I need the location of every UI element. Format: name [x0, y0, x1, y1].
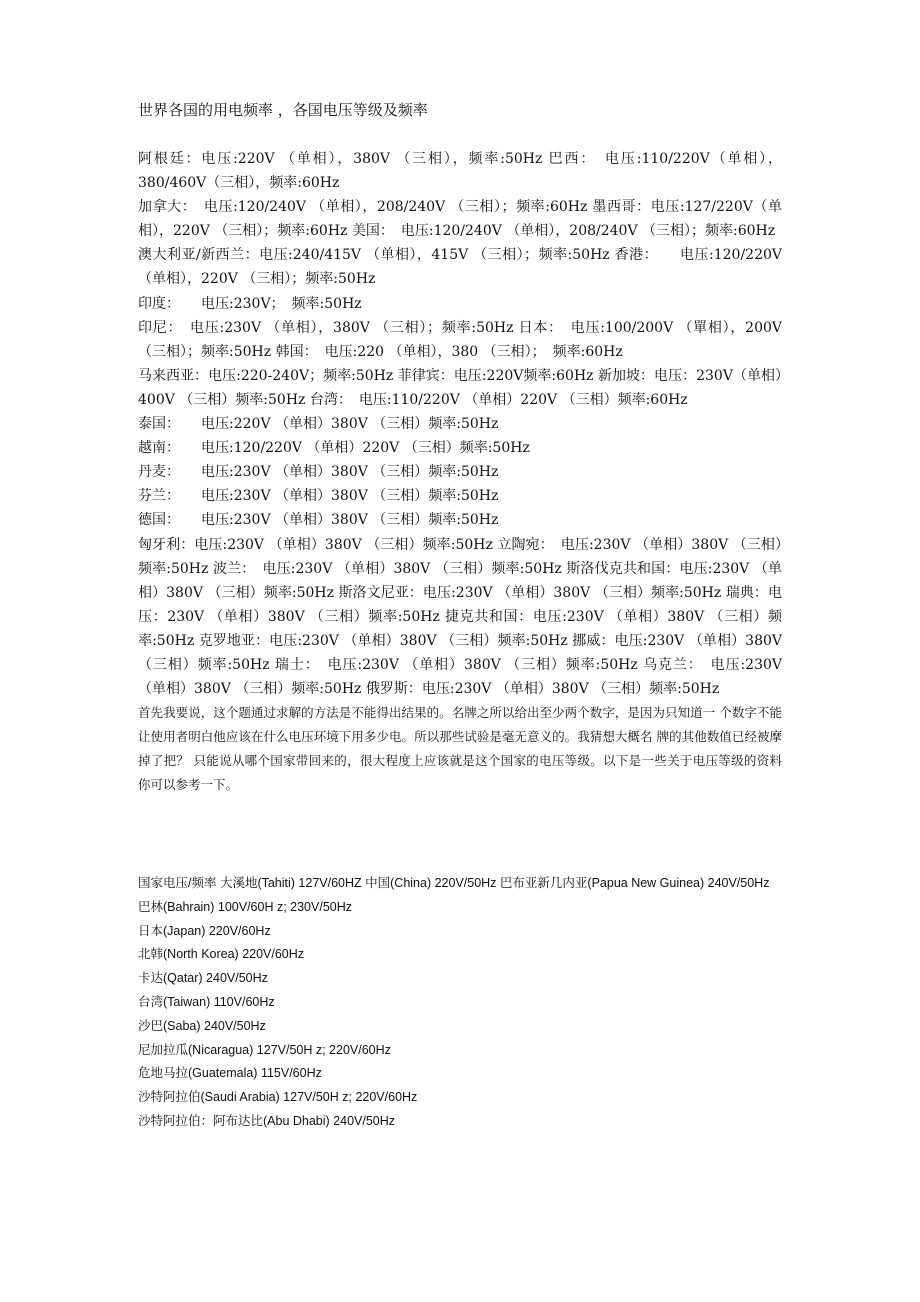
list-item: 尼加拉瓜(Nicaragua) 127V/50H z; 220V/60Hz [138, 1042, 391, 1057]
list-item: 卡达(Qatar) 240V/50Hz [138, 971, 268, 986]
paragraph-denmark: 丹麦： 电压:230V （单相）380V （三相）频率:50Hz [138, 464, 499, 481]
country-voltage-list [138, 872, 782, 1134]
paragraph-southeast-asia: 马来西亚：电压:220-240V；频率:50Hz 菲律宾：电压:220V频率:60Hz 新加坡：电压：230V（单相）400V （三相）频率:50Hz 台湾： 电压:110/220V （单相）220V （三相）频率:60Hz [138, 367, 782, 408]
paragraph-vietnam: 越南： 电压:120/220V （单相）220V （三相）频率:50Hz [138, 440, 530, 457]
paragraph-indonesia-japan-korea: 印尼： 电压:230V （单相），380V （三相）；频率:50Hz 日本： 电压:100/200V （單相），200V （三相）；频率:50Hz 韩国： 电压:220 （单相），380 （三相）； 频率:60Hz [138, 319, 782, 360]
voltage-by-country-section [138, 147, 782, 798]
list-item: 巴林(Bahrain) 100V/60H z; 230V/50Hz [138, 899, 352, 914]
list-item: 沙巴(Saba) 240V/50Hz [138, 1018, 266, 1033]
list-item: 日本(Japan) 220V/60Hz [138, 923, 271, 938]
list-item: 沙特阿拉伯(Saudi Arabia) 127V/50H z; 220V/60Hz [138, 1090, 418, 1105]
paragraph-oceania-hongkong: 澳大利亚/新西兰：电压:240/415V （单相），415V （三相）；频率:50Hz 香港： 电压:120/220V （单相），220V （三相）；频率:50Hz [138, 247, 782, 288]
paragraph-finland: 芬兰： 电压:230V （单相）380V （三相）频率:50Hz [138, 488, 499, 505]
list-item: 国家电压/频率 大溪地(Tahiti) 127V/60HZ 中国(China) 220V/50Hz 巴布亚新几内亚(Papua New Guinea) 240V/50Hz [138, 876, 770, 890]
list-item: 台湾(Taiwan) 110V/60Hz [138, 994, 275, 1009]
paragraph-americas-1: 阿根廷：电压:220V （单相），380V （三相），频率:50Hz 巴西： 电压:110/220V（单相），380/460V（三相），频率:60Hz [138, 151, 782, 192]
paragraph-europe: 匈牙利：电压:230V （单相）380V （三相）频率:50Hz 立陶宛： 电压:230V （单相）380V （三相）频率:50Hz 波兰： 电压:230V （单相）380V （三相）频率:50Hz 斯洛伐克共和国：电压:230V （单相）380V （三相）频率:50Hz 斯洛文尼亚：电压:230V （单相）380V （三相）频率:50Hz 瑞典：电压：230V （单相）380V （三相）频率:50Hz 捷克共和国：电压:230V （单相）380V （三相）频率:50Hz 克罗地亚：电压:230V （单相）380V （三相）频率:50Hz 挪威：电压:230V （单相）380V （三相）频率:50Hz 瑞士： 电压:230V （单相）380V （三相）频率:50Hz 乌克兰： 电压:230V （单相）380V （三相）频率:50Hz 俄罗斯：电压:230V （单相）380V （三相）频率:50Hz [138, 536, 782, 698]
paragraph-germany: 德国： 电压:230V （单相）380V （三相）频率:50Hz [138, 512, 499, 529]
list-item: 北韩(North Korea) 220V/60Hz [138, 947, 305, 962]
list-item: 沙特阿拉伯：阿布达比(Abu Dhabi) 240V/50Hz [138, 1113, 396, 1128]
paragraph-india: 印度： 电压:230V； 频率:50Hz [138, 295, 362, 312]
paragraph-note: 首先我要说，这个题通过求解的方法是不能得出结果的。名牌之所以给出至少两个数字，是因为只知道一 个数字不能让使用者明白他应该在什么电压环境下用多少电。所以那些试验是毫无意义的。我猜想大概名 牌的其他数值已经被摩掉了把？ 只能说从哪个国家带回来的，很大程度上应该就是这个国家的电压等级。以下是一些关于电压等级的资料 你可以参考一下。 [138, 705, 782, 793]
paragraph-americas-2: 加拿大： 电压:120/240V （单相），208/240V （三相）；频率:60Hz 墨西哥：电压:127/220V（单相），220V （三相）；频率:60Hz 美国： 电压:120/240V （单相），208/240V （三相）；频率:60Hz [138, 199, 782, 240]
paragraph-thailand: 泰国： 电压:220V （单相）380V （三相）频率:50Hz [138, 416, 499, 433]
document-title: 世界各国的用电频率 ，各国电压等级及频率 [138, 101, 428, 119]
list-item: 危地马拉(Guatemala) 115V/60Hz [138, 1066, 322, 1081]
